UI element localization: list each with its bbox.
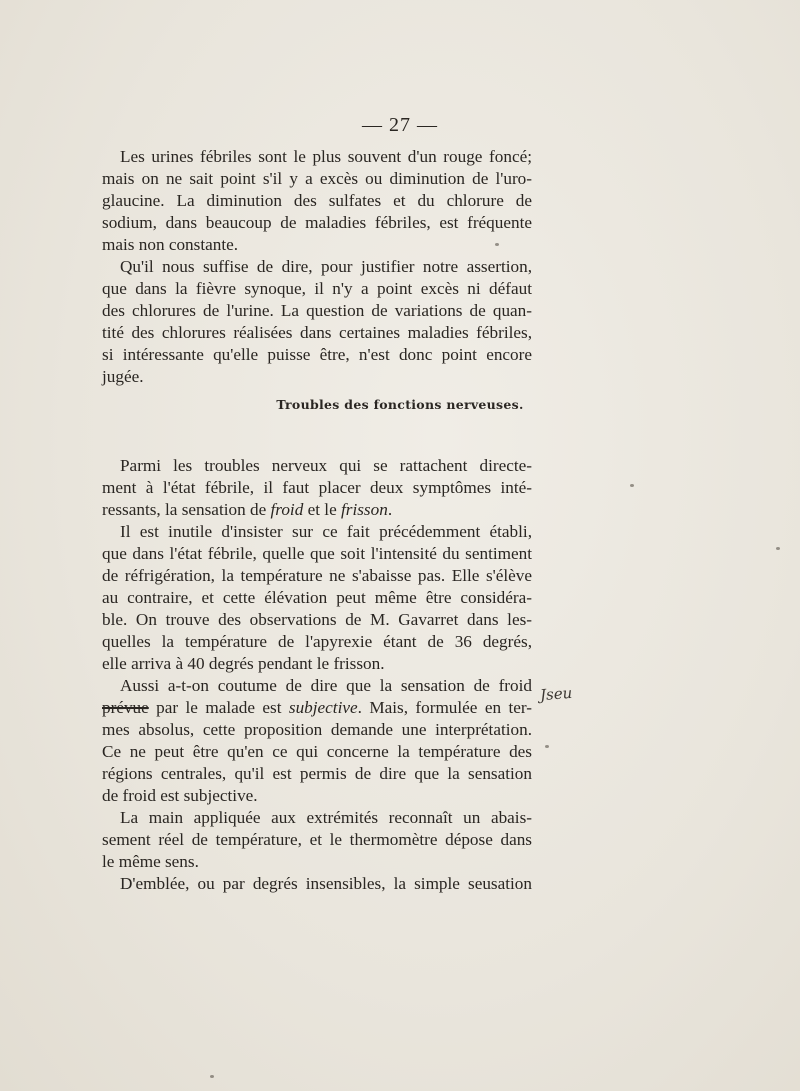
text-line: D'emblée, ou par degrés insensibles, la simple seusation bbox=[120, 874, 532, 893]
text-line: Il est inutile d'insister sur ce fait précédemment établi, bbox=[120, 522, 532, 541]
text-fragment: par le malade est bbox=[148, 698, 289, 717]
text-line: Qu'il nous suffise de dire, pour justifier notre assertion, bbox=[120, 257, 532, 276]
text-line: Parmi les troubles nerveux qui se rattachent directe- bbox=[120, 456, 532, 475]
paper-speck bbox=[776, 547, 780, 550]
text-line: si intéressante qu'elle puisse être, n'est donc point encore bbox=[102, 345, 532, 364]
text-line bbox=[102, 697, 532, 719]
italic-word: subjective bbox=[288, 698, 358, 717]
text-line: le même sens. bbox=[102, 852, 199, 871]
text-line: sodium, dans beaucoup de maladies fébriles, est fréquente bbox=[102, 213, 532, 232]
page-number: — 27 — bbox=[362, 114, 438, 136]
handwritten-margin-note: Jseu bbox=[539, 683, 573, 705]
text-fragment: . bbox=[387, 500, 393, 519]
text-line: quelles la température de l'apyrexie étant de 36 degrés, bbox=[102, 632, 532, 651]
text-line: mais on ne sait point s'il y a excès ou diminution de l'uro- bbox=[102, 169, 532, 188]
paper-speck bbox=[495, 243, 499, 246]
text-line: mais non constante. bbox=[102, 235, 239, 254]
text-line: elle arriva à 40 degrés pendant le frisson. bbox=[102, 654, 385, 673]
text-line: Aussi a-t-on coutume de dire que la sensation de froid bbox=[120, 676, 532, 695]
text-line: au contraire, et cette élévation peut même être considéra- bbox=[102, 588, 532, 607]
paper-speck bbox=[630, 484, 634, 487]
italic-word: frisson bbox=[341, 500, 388, 519]
text-fragment: ressants, la sensation de bbox=[102, 500, 271, 519]
text-line: Ce ne peut être qu'en ce qui concerne la température des bbox=[102, 742, 532, 761]
text-line: mes absolus, cette proposition demande une interprétation. bbox=[102, 720, 532, 739]
text-line: sement réel de température, et le thermomètre dépose dans bbox=[102, 830, 532, 849]
paper-speck bbox=[545, 745, 549, 748]
text-line: ment à l'état fébrile, il faut placer deux symptômes inté- bbox=[102, 478, 532, 497]
paper-speck bbox=[210, 1075, 214, 1078]
text-line: des chlorures de l'urine. La question de variations de quan- bbox=[102, 301, 532, 320]
text-line: jugée. bbox=[102, 367, 144, 386]
text-line: ble. On trouve des observations de M. Gavarret dans les- bbox=[102, 610, 532, 629]
text-fragment: . Mais, formulée en ter- bbox=[357, 698, 532, 717]
section-heading: Troubles des fonctions nerveuses. bbox=[276, 397, 524, 412]
text-line: de froid est subjective. bbox=[102, 786, 258, 805]
text-line: tité des chlorures réalisées dans certaines maladies fébriles, bbox=[102, 323, 532, 342]
text-line: Les urines fébriles sont le plus souvent d'un rouge foncé; bbox=[120, 147, 532, 166]
text-line: glaucine. La diminution des sulfates et du chlorure de bbox=[102, 191, 532, 210]
text-line: de réfrigération, la température ne s'abaisse pas. Elle s'élève bbox=[102, 566, 532, 585]
text-fragment: et le bbox=[303, 500, 341, 519]
text-line: que dans la fièvre synoque, il n'y a point excès ni défaut bbox=[102, 279, 532, 298]
text-line bbox=[102, 499, 532, 521]
text-line: régions centrales, qu'il est permis de dire que la sensation bbox=[102, 764, 532, 783]
text-line: que dans l'état fébrile, quelle que soit l'intensité du sentiment bbox=[102, 544, 532, 563]
italic-word: froid bbox=[270, 500, 304, 519]
struck-word: prévue bbox=[102, 698, 149, 717]
text-line: La main appliquée aux extrémités reconnaît un abais- bbox=[120, 808, 532, 827]
